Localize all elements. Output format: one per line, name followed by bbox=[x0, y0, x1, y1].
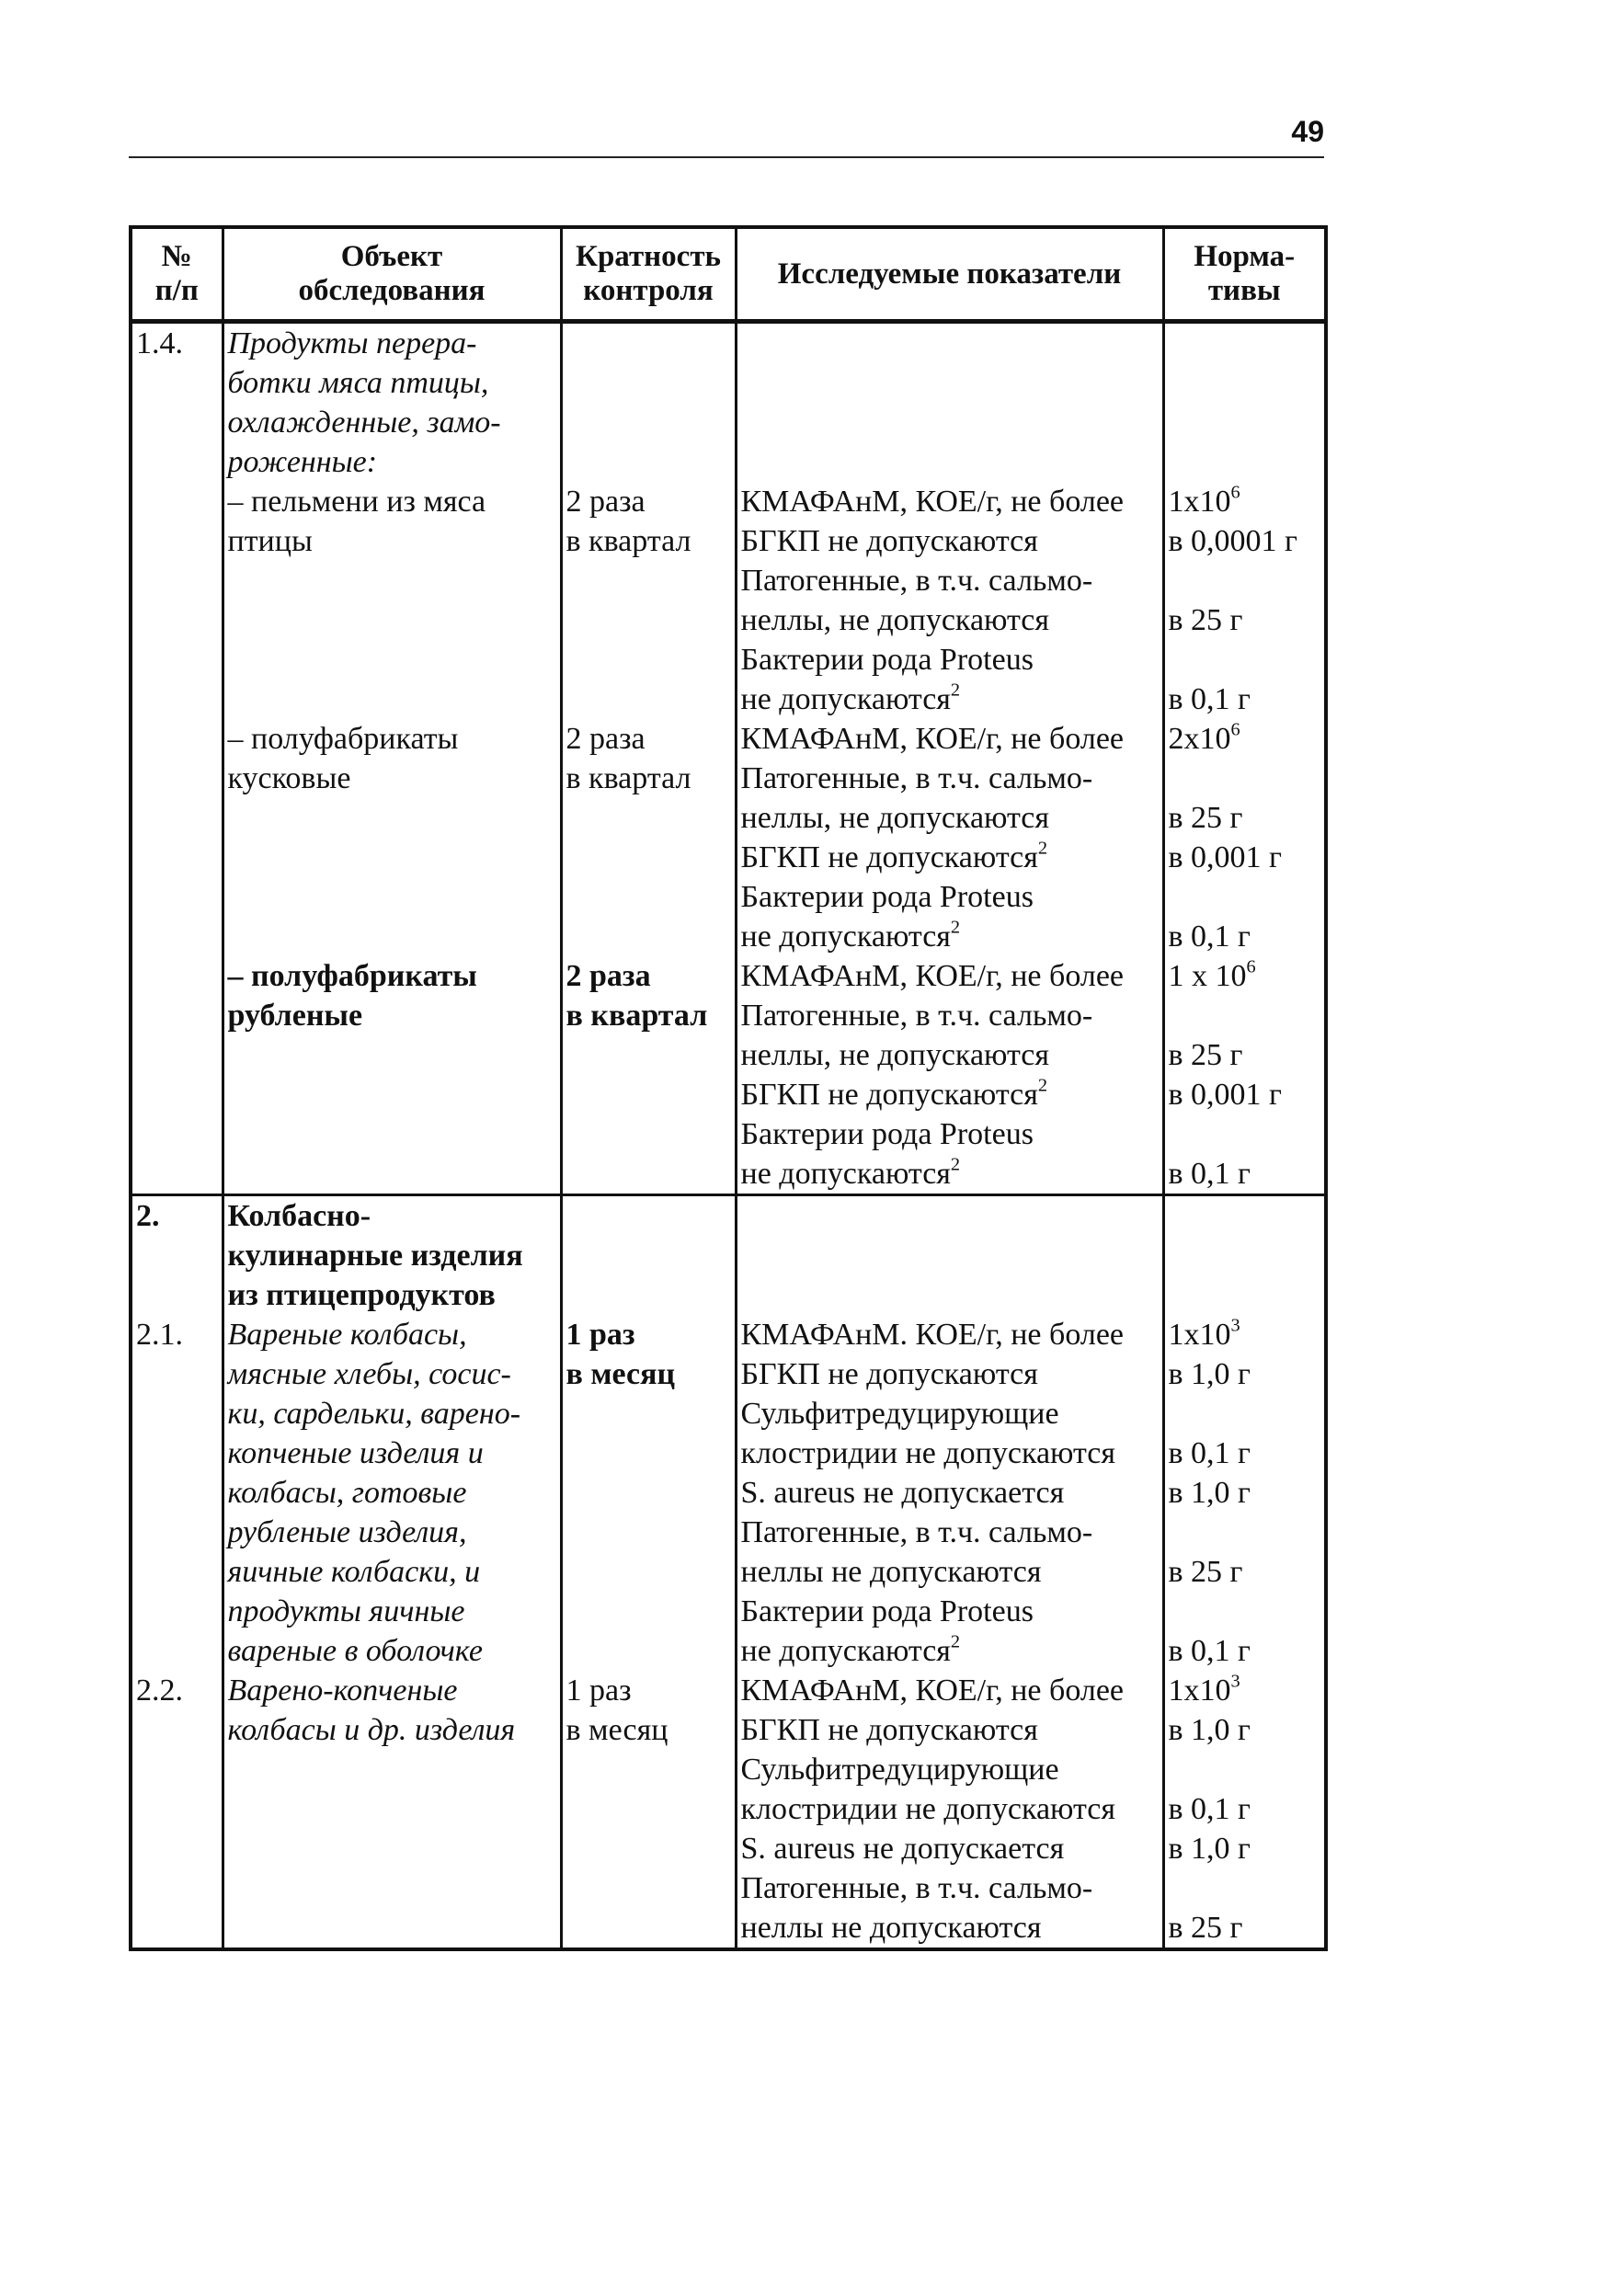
cell-indicators bbox=[736, 322, 1163, 483]
cell-frequency bbox=[561, 719, 736, 956]
cell-indicators-text: Патогенные, в т.ч. сальмо- bbox=[740, 999, 1093, 1033]
table-row bbox=[131, 1671, 1326, 1949]
cell-indicators-superscript: 2 bbox=[950, 1631, 961, 1652]
cell-indicators-text: Сульфитредуцирующие bbox=[740, 1753, 1059, 1787]
cell-norms-line bbox=[1169, 1315, 1321, 1354]
header-object-line: Объект bbox=[340, 240, 443, 273]
cell-frequency-line bbox=[566, 1710, 731, 1750]
cell-norms-line bbox=[1169, 521, 1321, 561]
cell-norms-superscript: 6 bbox=[1230, 482, 1240, 503]
cell-indicators-text: БГКП не допускаются bbox=[740, 1078, 1038, 1112]
cell-indicators-line bbox=[741, 1592, 1159, 1631]
cell-num-text bbox=[136, 956, 218, 996]
header-indicators bbox=[736, 227, 1163, 322]
cell-indicators-line bbox=[741, 1473, 1159, 1513]
cell-norms-line bbox=[1169, 1154, 1321, 1194]
cell-object-line bbox=[228, 996, 556, 1035]
header-object bbox=[223, 227, 561, 322]
cell-object-line bbox=[228, 324, 556, 363]
cell-object-text: птицы bbox=[227, 524, 313, 558]
cell-norms-line bbox=[1169, 1114, 1321, 1154]
cell-object-text: – пельмени из мяса bbox=[227, 485, 486, 519]
cell-indicators-line bbox=[741, 1354, 1159, 1394]
cell-indicators-text: Бактерии рода Proteus bbox=[740, 643, 1034, 677]
cell-indicators-line bbox=[741, 996, 1159, 1035]
cell-frequency-line bbox=[566, 482, 731, 521]
cell-frequency-text: в месяц bbox=[566, 1357, 676, 1391]
cell-object-text: кулинарные изделия bbox=[227, 1239, 523, 1273]
header-norms-line: Норма- bbox=[1194, 240, 1296, 273]
cell-norms-superscript: 3 bbox=[1230, 1671, 1240, 1692]
cell-norms-line bbox=[1169, 917, 1321, 956]
cell-object-line bbox=[228, 1275, 556, 1315]
cell-indicators bbox=[736, 1315, 1163, 1671]
cell-frequency-line bbox=[566, 521, 731, 561]
cell-norms-text: в 0,1 г bbox=[1168, 1634, 1251, 1668]
cell-norms-line bbox=[1169, 996, 1321, 1035]
cell-frequency-text: 2 раза bbox=[566, 722, 646, 756]
table-row bbox=[131, 322, 1326, 483]
cell-frequency bbox=[561, 1195, 736, 1316]
cell-indicators-line bbox=[741, 877, 1159, 917]
cell-indicators-text: Патогенные, в т.ч. сальмо- bbox=[740, 761, 1093, 795]
cell-norms-line bbox=[1169, 838, 1321, 877]
cell-norms-text: в 1,0 г bbox=[1168, 1476, 1251, 1510]
cell-object bbox=[223, 1671, 561, 1949]
cell-frequency-text: 2 раза bbox=[566, 959, 651, 993]
cell-norms-text: в 25 г bbox=[1168, 1555, 1243, 1589]
cell-indicators-superscript: 2 bbox=[950, 680, 961, 701]
cell-object-line bbox=[228, 1710, 556, 1750]
cell-indicators-text: БГКП не допускаются bbox=[740, 1357, 1038, 1391]
cell-indicators-text: Патогенные, в т.ч. сальмо- bbox=[740, 1515, 1093, 1549]
cell-frequency-line bbox=[566, 719, 731, 759]
cell-norms-line bbox=[1169, 680, 1321, 719]
cell-object bbox=[223, 322, 561, 483]
cell-indicators-line bbox=[741, 1075, 1159, 1114]
cell-indicators-text: КМАФАнМ, КОЕ/г, не более bbox=[740, 1673, 1125, 1708]
sanitary-control-table bbox=[129, 225, 1328, 1951]
table-header-row bbox=[131, 227, 1326, 322]
cell-indicators-line bbox=[741, 640, 1159, 680]
cell-object-line bbox=[228, 956, 556, 996]
cell-object-text: Варено-копченые bbox=[227, 1673, 458, 1708]
cell-indicators-line bbox=[741, 482, 1159, 521]
cell-norms-text: в 0,1 г bbox=[1168, 682, 1251, 716]
cell-frequency-text: в квартал bbox=[566, 524, 691, 558]
cell-frequency-text: 2 раза bbox=[566, 485, 646, 519]
cell-norms-line bbox=[1169, 1473, 1321, 1513]
cell-norms-line bbox=[1169, 1631, 1321, 1671]
cell-object-line bbox=[228, 719, 556, 759]
cell-indicators-line bbox=[741, 1789, 1159, 1829]
cell-num-text: 2.2. bbox=[136, 1673, 183, 1708]
cell-frequency-text: 1 раз bbox=[566, 1318, 635, 1352]
cell-indicators-line bbox=[741, 1868, 1159, 1908]
cell-indicators-line bbox=[741, 838, 1159, 877]
cell-indicators-text: КМАФАнМ. КОЕ/г, не более bbox=[740, 1318, 1125, 1352]
cell-norms-text: в 0,0001 г bbox=[1168, 524, 1297, 558]
cell-indicators-line bbox=[741, 798, 1159, 838]
cell-norms-text: в 0,001 г bbox=[1168, 840, 1282, 874]
cell-norms-text: 1х10 bbox=[1168, 485, 1231, 519]
cell-norms-text: в 25 г bbox=[1168, 801, 1243, 835]
cell-norms-text: в 25 г bbox=[1168, 1038, 1243, 1072]
cell-indicators-text: Сульфитредуцирующие bbox=[740, 1397, 1059, 1431]
cell-norms-line bbox=[1169, 561, 1321, 600]
cell-norms-superscript: 3 bbox=[1230, 1315, 1240, 1336]
cell-norms-text: в 0,001 г bbox=[1168, 1078, 1282, 1112]
cell-object-line bbox=[228, 482, 556, 521]
cell-norms-line bbox=[1169, 719, 1321, 759]
header-frequency-line: контроля bbox=[583, 274, 714, 307]
cell-norms bbox=[1163, 1315, 1326, 1671]
table-row bbox=[131, 482, 1326, 719]
header-indicators-line: Исследуемые показатели bbox=[777, 257, 1122, 291]
cell-object-line bbox=[228, 1315, 556, 1354]
cell-num bbox=[131, 482, 223, 719]
cell-indicators-text: КМАФАнМ, КОЕ/г, не более bbox=[740, 959, 1125, 993]
cell-num-text: 1.4. bbox=[136, 326, 183, 360]
cell-norms-text: в 1,0 г bbox=[1168, 1713, 1251, 1747]
cell-object-text: из птицепродуктов bbox=[227, 1278, 496, 1312]
cell-indicators-text: Бактерии рода Proteus bbox=[740, 1117, 1034, 1151]
cell-indicators-text: S. aureus не допускается bbox=[740, 1832, 1065, 1866]
cell-indicators bbox=[736, 1671, 1163, 1949]
cell-object-text: – полуфабрикаты bbox=[227, 959, 477, 993]
cell-norms-line bbox=[1169, 1789, 1321, 1829]
cell-object-text: продукты яичные bbox=[227, 1594, 465, 1628]
cell-indicators-text: S. aureus не допускается bbox=[740, 1476, 1065, 1510]
cell-num-text bbox=[136, 719, 218, 759]
cell-norms-text: 2х10 bbox=[1168, 722, 1231, 756]
cell-norms-text: в 25 г bbox=[1168, 603, 1243, 637]
cell-frequency-text: в месяц bbox=[566, 1713, 668, 1747]
cell-object-line bbox=[228, 1592, 556, 1631]
cell-indicators-line bbox=[741, 561, 1159, 600]
cell-indicators-superscript: 2 bbox=[1037, 838, 1048, 859]
cell-num bbox=[131, 1671, 223, 1949]
cell-indicators-line bbox=[741, 1315, 1159, 1354]
header-norms-line: тивы bbox=[1207, 274, 1281, 307]
cell-frequency-text: в квартал bbox=[566, 761, 691, 795]
cell-object-line bbox=[228, 1671, 556, 1710]
cell-object-text: роженные: bbox=[227, 445, 378, 479]
cell-object-line bbox=[228, 1196, 556, 1236]
cell-indicators-line bbox=[741, 1035, 1159, 1075]
cell-num-text: 2.1. bbox=[136, 1318, 183, 1352]
cell-num bbox=[131, 322, 223, 483]
cell-object-text: рубленые bbox=[227, 999, 363, 1033]
page-number: 49 bbox=[1291, 115, 1324, 148]
cell-indicators-text: неллы не допускаются bbox=[740, 1555, 1042, 1589]
cell-indicators-text: неллы, не допускаются bbox=[740, 801, 1049, 835]
cell-indicators-text: БГКП не допускаются bbox=[740, 1713, 1038, 1747]
cell-norms bbox=[1163, 719, 1326, 956]
cell-object-text: ки, сардельки, варено- bbox=[227, 1397, 521, 1431]
cell-indicators-text: не допускаются bbox=[740, 920, 951, 954]
cell-num-text: 2. bbox=[136, 1199, 160, 1233]
table-row bbox=[131, 956, 1326, 1195]
cell-norms-text: в 1,0 г bbox=[1168, 1832, 1251, 1866]
cell-object-line bbox=[228, 1434, 556, 1473]
cell-norms-line bbox=[1169, 1710, 1321, 1750]
header-num bbox=[131, 227, 223, 322]
cell-indicators-text: Бактерии рода Proteus bbox=[740, 1594, 1034, 1628]
cell-norms-text: в 0,1 г bbox=[1168, 1436, 1251, 1470]
cell-object-line bbox=[228, 521, 556, 561]
cell-norms bbox=[1163, 482, 1326, 719]
cell-norms bbox=[1163, 322, 1326, 483]
cell-norms-line bbox=[1169, 1354, 1321, 1394]
cell-norms-line bbox=[1169, 1908, 1321, 1948]
header-num-line: № bbox=[161, 240, 192, 273]
cell-object-text: копченые изделия и bbox=[227, 1436, 484, 1470]
cell-indicators-line bbox=[741, 1513, 1159, 1552]
cell-indicators-text: неллы не допускаются bbox=[740, 1911, 1042, 1945]
cell-norms-line bbox=[1169, 1671, 1321, 1710]
cell-object-text: рубленые изделия, bbox=[227, 1515, 467, 1549]
cell-object-line bbox=[228, 1236, 556, 1275]
cell-object bbox=[223, 956, 561, 1195]
cell-num bbox=[131, 1315, 223, 1671]
header-norms bbox=[1163, 227, 1326, 322]
cell-object-line bbox=[228, 759, 556, 798]
cell-indicators-text: БГКП не допускаются bbox=[740, 840, 1038, 874]
cell-object-text: яичные колбаски, и bbox=[227, 1555, 481, 1589]
cell-frequency bbox=[561, 956, 736, 1195]
table-row bbox=[131, 719, 1326, 956]
cell-indicators-line bbox=[741, 1114, 1159, 1154]
cell-indicators-line bbox=[741, 1434, 1159, 1473]
cell-object bbox=[223, 1195, 561, 1316]
cell-indicators-line bbox=[741, 1710, 1159, 1750]
cell-indicators bbox=[736, 956, 1163, 1195]
cell-indicators-line bbox=[741, 719, 1159, 759]
cell-object-line bbox=[228, 1631, 556, 1671]
cell-object-text: колбасы, готовые bbox=[227, 1476, 467, 1510]
cell-norms-line bbox=[1169, 1829, 1321, 1868]
cell-indicators-line bbox=[741, 1154, 1159, 1194]
cell-norms-line bbox=[1169, 1513, 1321, 1552]
cell-indicators-text: неллы, не допускаются bbox=[740, 603, 1049, 637]
cell-indicators-line bbox=[741, 1908, 1159, 1948]
cell-object-text: колбасы и др. изделия bbox=[227, 1713, 516, 1747]
cell-indicators bbox=[736, 1195, 1163, 1316]
cell-norms-line bbox=[1169, 600, 1321, 640]
cell-num bbox=[131, 1195, 223, 1316]
cell-norms-text: в 25 г bbox=[1168, 1911, 1243, 1945]
cell-indicators-line bbox=[741, 1552, 1159, 1592]
header-frequency bbox=[561, 227, 736, 322]
cell-norms-line bbox=[1169, 759, 1321, 798]
cell-frequency-text: 1 раз bbox=[566, 1673, 632, 1708]
table-body bbox=[131, 322, 1326, 1950]
cell-indicators-text: КМАФАнМ, КОЕ/г, не более bbox=[740, 485, 1125, 519]
cell-norms-text: в 0,1 г bbox=[1168, 920, 1251, 954]
cell-object-line bbox=[228, 1552, 556, 1592]
cell-frequency-text: в квартал bbox=[566, 999, 708, 1033]
cell-indicators-line bbox=[741, 1631, 1159, 1671]
cell-indicators bbox=[736, 719, 1163, 956]
cell-norms-text: 1 х 10 bbox=[1168, 959, 1247, 993]
header-object-line: обследования bbox=[298, 274, 486, 307]
cell-num bbox=[131, 956, 223, 1195]
cell-object-text: – полуфабрикаты bbox=[227, 722, 459, 756]
cell-indicators-line bbox=[741, 1829, 1159, 1868]
cell-frequency-line bbox=[566, 996, 731, 1035]
cell-indicators-superscript: 2 bbox=[1037, 1075, 1048, 1096]
cell-norms-line bbox=[1169, 798, 1321, 838]
cell-indicators-text: КМАФАнМ, КОЕ/г, не более bbox=[740, 722, 1125, 756]
cell-object-text: Вареные колбасы, bbox=[227, 1318, 467, 1352]
cell-norms-line bbox=[1169, 1592, 1321, 1631]
cell-num bbox=[131, 719, 223, 956]
cell-num-text bbox=[136, 482, 218, 521]
cell-indicators-superscript: 2 bbox=[950, 1154, 961, 1175]
cell-indicators-line bbox=[741, 759, 1159, 798]
cell-indicators bbox=[736, 482, 1163, 719]
cell-frequency-line bbox=[566, 956, 731, 996]
cell-object bbox=[223, 719, 561, 956]
cell-indicators-text: Патогенные, в т.ч. сальмо- bbox=[740, 1871, 1093, 1905]
cell-object bbox=[223, 1315, 561, 1671]
cell-indicators-text: не допускаются bbox=[740, 1157, 951, 1191]
table-row bbox=[131, 1195, 1326, 1316]
cell-norms-line bbox=[1169, 1394, 1321, 1434]
cell-frequency bbox=[561, 322, 736, 483]
cell-indicators-line bbox=[741, 956, 1159, 996]
table-row bbox=[131, 1315, 1326, 1671]
cell-indicators-line bbox=[741, 917, 1159, 956]
cell-frequency bbox=[561, 1315, 736, 1671]
cell-norms-line bbox=[1169, 1868, 1321, 1908]
cell-norms-text: 1х10 bbox=[1168, 1673, 1231, 1708]
cell-indicators-superscript: 2 bbox=[950, 917, 961, 938]
header-num-line: п/п bbox=[154, 274, 199, 307]
cell-object bbox=[223, 482, 561, 719]
header-rule bbox=[129, 156, 1324, 158]
cell-norms-text: 1х10 bbox=[1168, 1318, 1231, 1352]
cell-indicators-text: клостридии не допускаются bbox=[740, 1792, 1116, 1826]
cell-indicators-line bbox=[741, 1671, 1159, 1710]
cell-object-text: вареные в оболочке bbox=[227, 1634, 483, 1668]
cell-frequency bbox=[561, 1671, 736, 1949]
cell-norms-line bbox=[1169, 956, 1321, 996]
cell-object-line bbox=[228, 1513, 556, 1552]
cell-indicators-text: не допускаются bbox=[740, 682, 951, 716]
cell-indicators-line bbox=[741, 600, 1159, 640]
cell-norms-line bbox=[1169, 1075, 1321, 1114]
cell-object-line bbox=[228, 403, 556, 442]
cell-norms-line bbox=[1169, 1035, 1321, 1075]
cell-frequency-line bbox=[566, 759, 731, 798]
cell-norms-line bbox=[1169, 640, 1321, 680]
cell-norms-text: в 1,0 г bbox=[1168, 1357, 1251, 1391]
cell-norms-line bbox=[1169, 1434, 1321, 1473]
cell-norms-line bbox=[1169, 1552, 1321, 1592]
cell-object-text: Продукты перера- bbox=[227, 326, 477, 360]
cell-object-text: ботки мяса птицы, bbox=[227, 366, 489, 400]
cell-norms-superscript: 6 bbox=[1230, 719, 1240, 740]
cell-indicators-text: Бактерии рода Proteus bbox=[740, 880, 1034, 914]
cell-object-line bbox=[228, 1394, 556, 1434]
cell-indicators-text: не допускаются bbox=[740, 1634, 951, 1668]
cell-object-text: охлажденные, замо- bbox=[227, 406, 501, 440]
cell-norms-line bbox=[1169, 1750, 1321, 1789]
cell-norms-text: в 0,1 г bbox=[1168, 1157, 1251, 1191]
cell-object-text: Колбасно- bbox=[227, 1199, 371, 1233]
cell-indicators-text: клостридии не допускаются bbox=[740, 1436, 1116, 1470]
cell-frequency-line bbox=[566, 1354, 731, 1394]
header-frequency-line: Кратность bbox=[576, 240, 721, 273]
cell-indicators-line bbox=[741, 680, 1159, 719]
cell-indicators-text: неллы, не допускаются bbox=[740, 1038, 1049, 1072]
cell-indicators-line bbox=[741, 1750, 1159, 1789]
cell-norms-line bbox=[1169, 482, 1321, 521]
cell-object-line bbox=[228, 442, 556, 482]
cell-indicators-text: БГКП не допускаются bbox=[740, 524, 1038, 558]
cell-norms-superscript: 6 bbox=[1246, 956, 1256, 977]
cell-norms-line bbox=[1169, 877, 1321, 917]
cell-object-text: мясные хлебы, сосис- bbox=[227, 1357, 511, 1391]
cell-object-line bbox=[228, 1354, 556, 1394]
cell-frequency-line bbox=[566, 1671, 731, 1710]
cell-norms bbox=[1163, 956, 1326, 1195]
cell-frequency-line bbox=[566, 1315, 731, 1354]
cell-object-line bbox=[228, 1473, 556, 1513]
cell-object-text: кусковые bbox=[227, 761, 351, 795]
cell-norms bbox=[1163, 1195, 1326, 1316]
cell-object-line bbox=[228, 363, 556, 403]
cell-norms-text: в 0,1 г bbox=[1168, 1792, 1251, 1826]
cell-norms bbox=[1163, 1671, 1326, 1949]
cell-indicators-text: Патогенные, в т.ч. сальмо- bbox=[740, 564, 1093, 598]
cell-indicators-line bbox=[741, 1394, 1159, 1434]
cell-indicators-line bbox=[741, 521, 1159, 561]
cell-frequency bbox=[561, 482, 736, 719]
